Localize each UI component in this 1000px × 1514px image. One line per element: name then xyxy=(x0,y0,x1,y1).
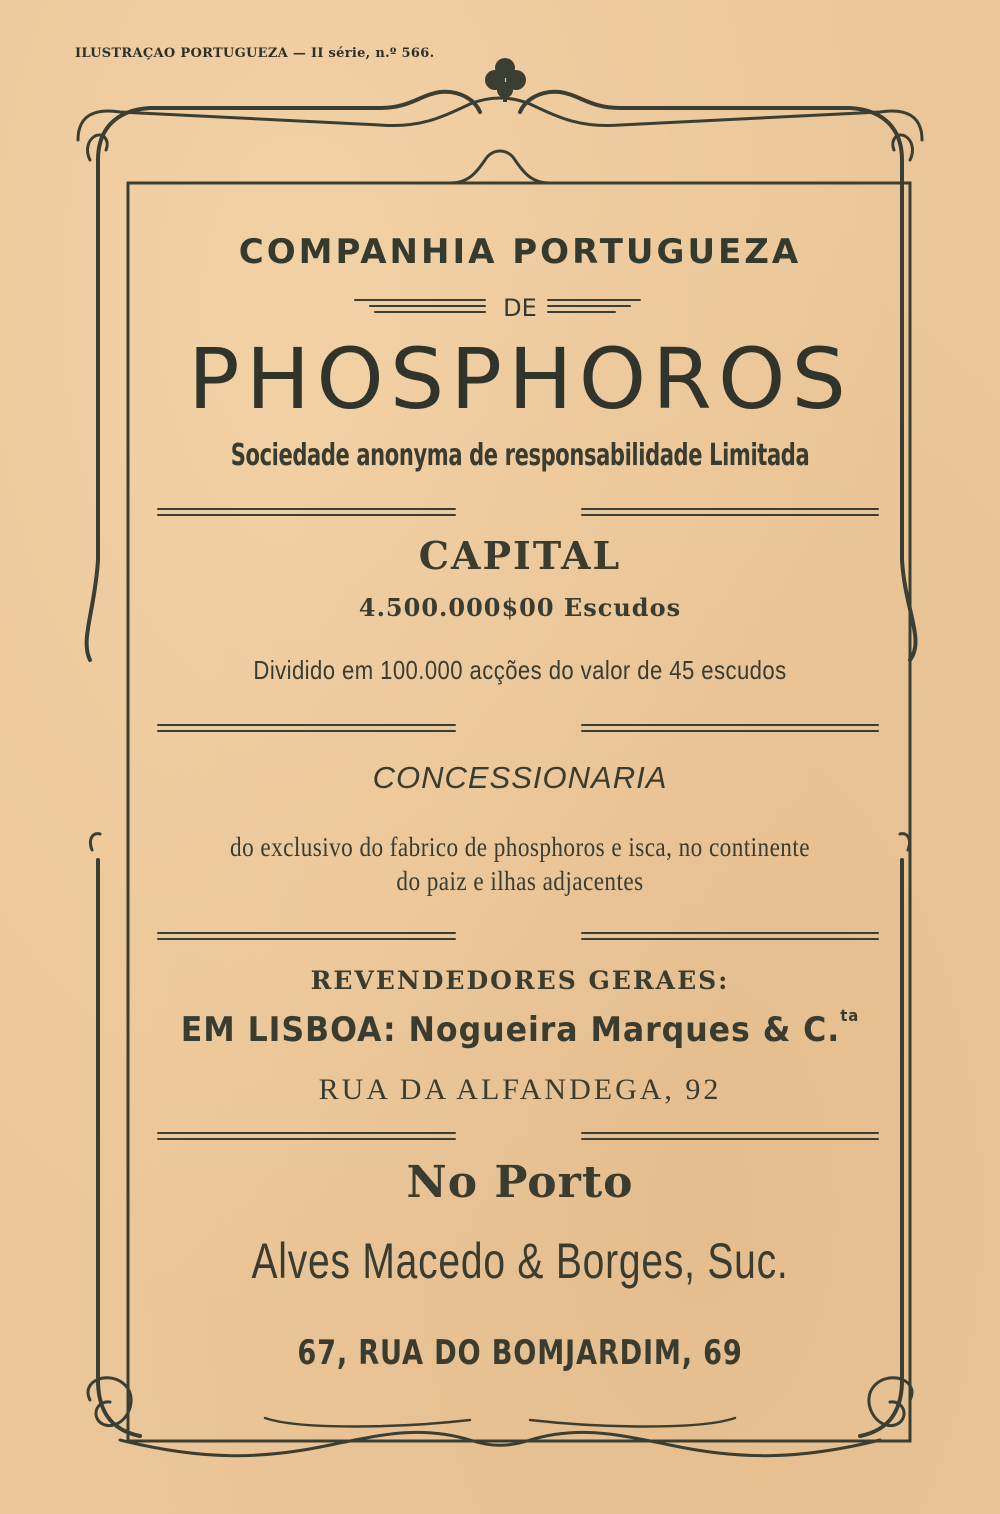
capital-amount: 4.500.000$00 Escudos xyxy=(358,593,682,622)
page-header: ILUSTRAÇAO PORTUGUEZA — II série, n.º 566. xyxy=(75,46,435,61)
lisboa-reseller xyxy=(157,1006,882,1050)
company-line: COMPANHIA PORTUGUEZA xyxy=(238,232,802,272)
lisboa-address: RUA DA ALFANDEGA, 92 xyxy=(318,1073,722,1106)
frame-top-band xyxy=(78,98,922,140)
concession-heading: CONCESSIONARIA xyxy=(372,760,668,795)
de-label: DE xyxy=(503,294,537,322)
porto-heading: No Porto xyxy=(406,1157,634,1208)
clover-crest-icon xyxy=(485,58,526,102)
scroll-mid-right xyxy=(900,834,910,850)
bottom-inner-swirl-right xyxy=(530,1418,735,1427)
exclusive-line-1: do exclusivo do fabrico de phosphoros e isca, no continente xyxy=(230,832,810,862)
scroll-mid-left xyxy=(90,834,100,850)
frame-bottom-left-line xyxy=(98,860,140,1436)
resellers-heading: REVENDEDORES GERAES: xyxy=(310,966,730,995)
capital-heading: CAPITAL xyxy=(418,533,622,578)
shares-line: Dividido em 100.000 acções do valor de 45 escudos xyxy=(253,655,787,685)
frame-inner-crest xyxy=(128,151,910,183)
sociedade-line: Sociedade anonyma de responsabilidade Limitada xyxy=(230,438,810,473)
frame-bottom-right-line xyxy=(860,860,902,1436)
bottom-inner-swirl-left xyxy=(265,1418,470,1427)
porto-address: 67, RUA DO BOMJARDIM, 69 xyxy=(297,1333,743,1373)
company-name: PHOSPHOROS xyxy=(187,330,853,428)
lisboa-sup: ta xyxy=(840,1006,860,1025)
porto-firm: Alves Macedo & Borges, Suc. xyxy=(251,1233,789,1289)
exclusive-line-2: do paiz e ilhas adjacentes xyxy=(396,866,644,896)
frame-bottom-band xyxy=(120,1432,880,1455)
lisboa-line: EM LISBOA: Nogueira Marques & C. xyxy=(180,1010,841,1050)
